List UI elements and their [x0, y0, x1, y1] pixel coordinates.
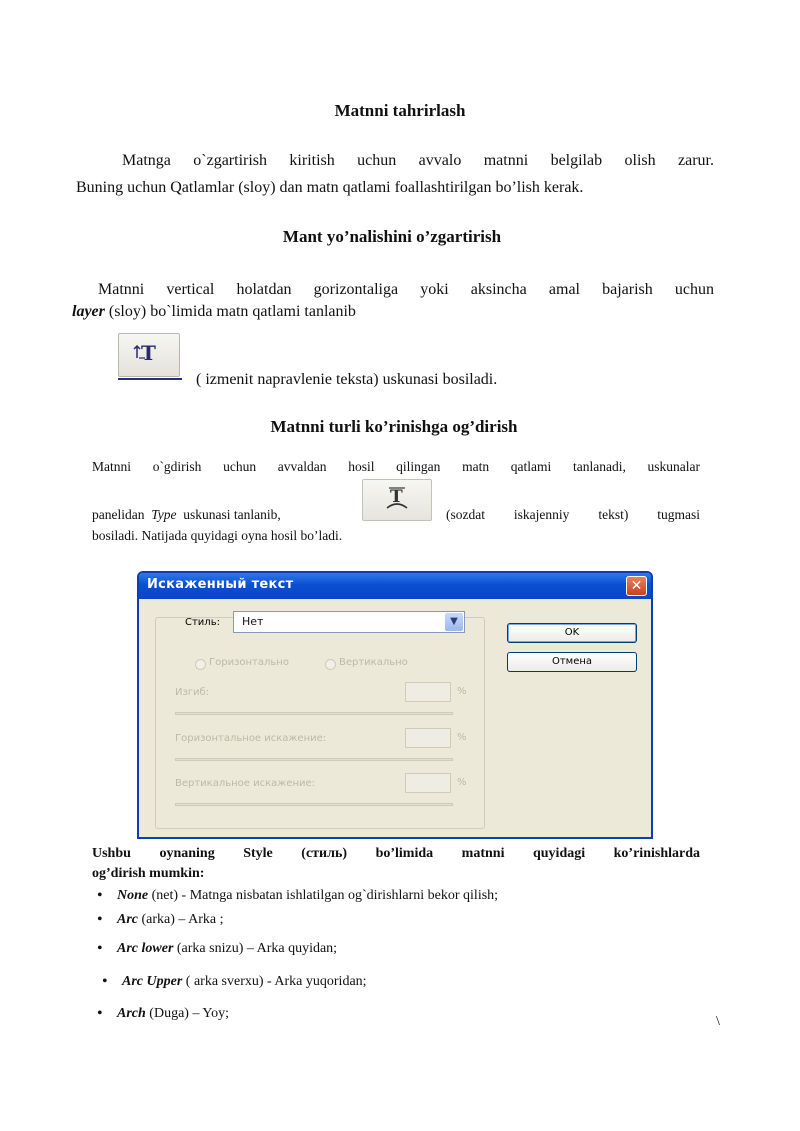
bullet-text: ( arka sverxu) - Arka yuqoridan;	[182, 974, 367, 989]
bend-slider[interactable]	[175, 712, 453, 715]
radio-horizontal-label: Горизонтально	[209, 657, 289, 668]
para3-line1: Matnni o`gdirish uchun avvaldan hosil qilingan matn qatlami tanlanadi, uskunalar	[92, 459, 700, 474]
list-item	[117, 912, 224, 928]
para2-line2-rest: (sloy) bo`limida matn qatlami tanlanib	[104, 303, 356, 320]
list-item	[117, 1006, 229, 1022]
svg-text:T: T	[141, 341, 156, 365]
vertical-distortion-slider[interactable]	[175, 803, 453, 806]
horizontal-distortion-slider[interactable]	[175, 758, 453, 761]
horizontal-distortion-label: Горизонтальное искажение:	[175, 733, 327, 744]
svg-text:T: T	[390, 487, 403, 507]
heading-matnni-tahrirlash: Matnni tahrirlash	[334, 101, 466, 120]
vertical-distortion-percent: %	[457, 777, 467, 788]
para2-line3: ( izmenit napravlenie teksta) uskunasi bosiladi.	[196, 371, 498, 388]
radio-vertical-label: Вертикально	[339, 657, 408, 668]
bend-label: Изгиб:	[175, 687, 210, 698]
bullet-term: Arc lower	[117, 941, 174, 956]
style-select-value: Нет	[242, 615, 264, 628]
horizontal-distortion-input[interactable]	[405, 728, 451, 748]
close-icon[interactable]: ✕	[626, 576, 647, 596]
para2-line1: Matnni vertical holatdan gorizontaliga yoki aksincha amal bajarish uchun	[98, 281, 714, 298]
radio-vertical[interactable]	[325, 659, 336, 670]
cancel-button[interactable]: Отмена	[507, 652, 637, 672]
horizontal-distortion-percent: %	[457, 732, 467, 743]
heading-mant-yonalishi: Mant yo’nalishini o’zgartirish	[282, 227, 502, 246]
bullet-term: Arc Upper	[122, 974, 183, 989]
list-item	[122, 974, 367, 990]
heading-matnni-turli: Matnni turli ko’rinishga og’dirish	[270, 417, 518, 436]
para2-line2	[72, 298, 356, 325]
bend-input[interactable]	[405, 682, 451, 702]
stray-mark: \	[716, 1014, 720, 1029]
icon-underline	[118, 378, 182, 380]
warp-text-icon	[362, 479, 432, 521]
bullet-text: (net) - Matnga nisbatan ishlatilgan og`dirishlarni bekor qilish;	[148, 888, 499, 903]
para3-uskunasi: uskunasi tanlanib,	[183, 507, 281, 522]
dialog-title: Искаженный текст	[147, 577, 294, 592]
style-select[interactable]	[233, 611, 465, 633]
bullet-term: None	[117, 888, 149, 903]
vertical-distortion-input[interactable]	[405, 773, 451, 793]
ok-button[interactable]: OK	[507, 623, 637, 643]
bend-percent: %	[457, 686, 467, 697]
para4-line2: og’dirish mumkin:	[92, 866, 205, 881]
style-groupbox	[155, 617, 485, 829]
warp-text-dialog	[137, 571, 653, 839]
radio-horizontal[interactable]	[195, 659, 206, 670]
bullet-text: (Duga) – Yoy;	[145, 1006, 230, 1021]
bullet-text: (arka snizu) – Arka quyidan;	[173, 941, 338, 956]
bullet-text: (arka) – Arka ;	[138, 912, 224, 927]
vertical-distortion-label: Вертикальное искажение:	[175, 778, 316, 789]
list-item	[117, 941, 337, 957]
para3-panelidan: panelidan	[92, 507, 145, 522]
para3-line3: bosiladi. Natijada quyidagi oyna hosil bo’ladi.	[92, 528, 343, 543]
layer-term: layer	[72, 303, 105, 320]
chevron-down-icon[interactable]: ▼	[445, 613, 463, 631]
para4-line1: Ushbu oynaning Style (стиль) bo’limida matnni quyidagi ko’rinishlarda	[92, 846, 700, 861]
para1-line2: Buning uchun Qatlamlar (sloy) dan matn qatlami foallashtirilgan bo’lish kerak.	[76, 179, 584, 196]
style-label: Стиль:	[185, 617, 220, 628]
para3-line2c: (sozdat iskajenniy tekst) tugmasi	[446, 507, 700, 522]
para1-line1: Matnga o`zgartirish kiritish uchun avvalo matnni belgilab olish zarur.	[122, 152, 714, 169]
bullet-term: Arch	[117, 1006, 146, 1021]
type-term: Type	[151, 507, 177, 522]
list-item	[117, 888, 498, 904]
text-orientation-icon	[118, 333, 180, 377]
dialog-titlebar	[139, 573, 651, 599]
bullet-term: Arc	[117, 912, 138, 927]
